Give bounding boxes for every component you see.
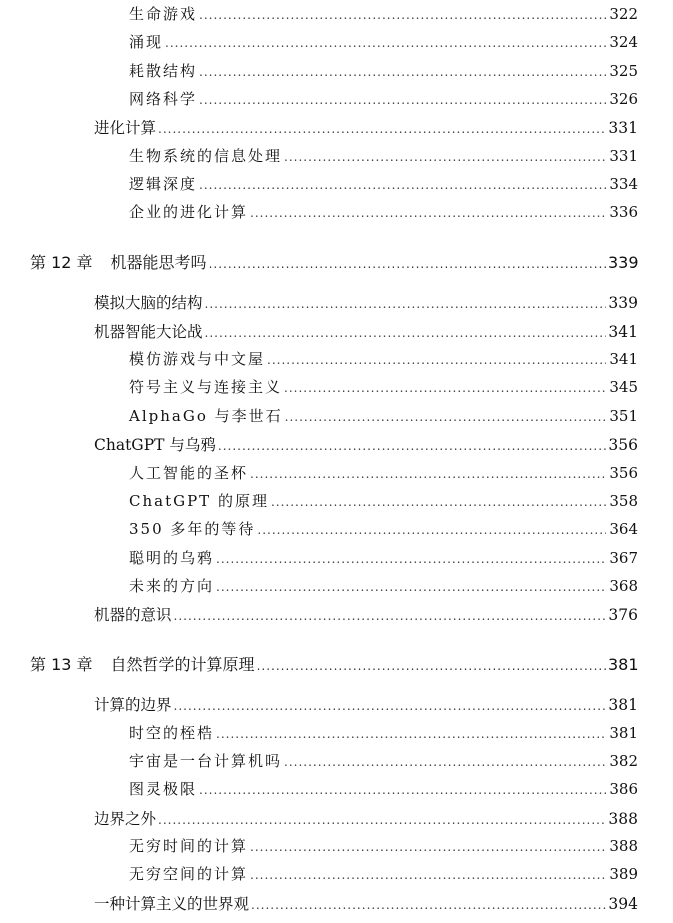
entry-title: 一种计算主义的世界观 [94, 895, 250, 913]
page-number: 389 [609, 865, 638, 883]
entry-title: 进化计算 [94, 119, 157, 137]
dot-leader [250, 868, 606, 882]
entry-title: 逻辑深度 [129, 175, 198, 193]
dot-leader [199, 65, 606, 79]
toc-entry[interactable] [0, 778, 673, 806]
entry-title: 涌现 [129, 33, 164, 51]
dot-leader [285, 410, 606, 424]
entry-title: 自然哲学的计算原理 [110, 655, 255, 674]
toc-entry[interactable] [0, 116, 673, 144]
page-number: 336 [609, 203, 638, 221]
page-number: 331 [609, 147, 638, 165]
toc-entry[interactable] [0, 60, 673, 88]
dot-leader [199, 178, 606, 192]
page-number: 322 [609, 5, 638, 23]
dot-leader [284, 150, 606, 164]
dot-leader [271, 495, 606, 509]
page-number: 367 [609, 549, 638, 567]
page-number: 381 [608, 696, 638, 714]
dot-leader [199, 8, 606, 22]
toc-entry[interactable] [0, 807, 673, 835]
chapter-number: 第 13 章 [30, 655, 93, 674]
toc-entry[interactable] [0, 433, 673, 461]
page-number: 388 [608, 810, 638, 828]
toc-entry[interactable] [0, 320, 673, 348]
toc-entry[interactable] [0, 547, 673, 575]
dot-leader [205, 326, 606, 340]
page-number: 325 [609, 62, 638, 80]
page-number: 364 [609, 520, 638, 538]
entry-title: AlphaGo 与李世石 [129, 407, 283, 425]
entry-title: 机器智能大论战 [94, 323, 203, 341]
dot-leader [174, 699, 606, 713]
entry-title: 边界之外 [94, 810, 157, 828]
page-number: 386 [609, 780, 638, 798]
page-number: 334 [609, 175, 638, 193]
page-number: 341 [609, 350, 638, 368]
toc-chapter-entry[interactable] [0, 652, 673, 680]
entry-title: 生命游戏 [129, 5, 198, 23]
entry-title: 人工智能的圣杯 [129, 464, 249, 482]
entry-title: 无穷时间的计算 [129, 837, 249, 855]
toc-entry[interactable] [0, 201, 673, 229]
page-number: 381 [608, 655, 639, 674]
entry-title: 企业的进化计算 [129, 203, 249, 221]
dot-leader [216, 580, 606, 594]
page-number: 345 [609, 378, 638, 396]
dot-leader [257, 523, 606, 537]
page-number: 324 [609, 33, 638, 51]
entry-title: 350 多年的等待 [129, 520, 256, 538]
toc-entry[interactable] [0, 405, 673, 433]
page-number: 368 [609, 577, 638, 595]
page-number: 358 [609, 492, 638, 510]
toc-entry[interactable] [0, 3, 673, 31]
toc-entry[interactable] [0, 490, 673, 518]
entry-title: ChatGPT 与乌鸦 [94, 436, 216, 454]
page-number: 351 [609, 407, 638, 425]
toc-entry[interactable] [0, 693, 673, 721]
dot-leader [216, 552, 606, 566]
page-number: 339 [608, 253, 639, 272]
entry-title: 符号主义与连接主义 [129, 378, 283, 396]
entry-title: 未来的方向 [129, 577, 215, 595]
dot-leader [158, 813, 606, 827]
dot-leader [205, 297, 606, 311]
toc-entry[interactable] [0, 750, 673, 778]
toc-entry[interactable] [0, 173, 673, 201]
page-number: 331 [608, 119, 638, 137]
entry-title: 宇宙是一台计算机吗 [129, 752, 283, 770]
entry-title: 生物系统的信息处理 [129, 147, 283, 165]
dot-leader [284, 381, 606, 395]
page-number: 382 [609, 752, 638, 770]
page-number: 326 [609, 90, 638, 108]
chapter-number: 第 12 章 [30, 253, 93, 272]
dot-leader [165, 36, 606, 50]
toc-entry[interactable] [0, 31, 673, 59]
entry-title: 图灵极限 [129, 780, 198, 798]
entry-title: 耗散结构 [129, 62, 198, 80]
toc-entry[interactable] [0, 722, 673, 750]
entry-title: 机器的意识 [94, 606, 172, 624]
entry-title: 模拟大脑的结构 [94, 294, 203, 312]
page-number: 381 [609, 724, 638, 742]
toc-entry[interactable] [0, 291, 673, 319]
dot-leader [209, 257, 606, 271]
entry-title: ChatGPT 的原理 [129, 492, 269, 510]
toc-entry[interactable] [0, 835, 673, 863]
toc-entry[interactable] [0, 348, 673, 376]
entry-title: 计算的边界 [94, 696, 172, 714]
dot-leader [216, 727, 606, 741]
dot-leader [218, 439, 606, 453]
toc-chapter-entry[interactable] [0, 250, 673, 278]
entry-title: 网络科学 [129, 90, 198, 108]
toc-entry[interactable] [0, 575, 673, 603]
dot-leader [257, 659, 606, 673]
dot-leader [158, 122, 606, 136]
toc-entry[interactable] [0, 376, 673, 404]
page-number: 341 [608, 323, 638, 341]
dot-leader [251, 898, 606, 912]
page-number: 356 [608, 436, 638, 454]
dot-leader [174, 609, 606, 623]
toc-entry[interactable] [0, 462, 673, 490]
toc-entry[interactable] [0, 603, 673, 631]
dot-leader [199, 93, 606, 107]
dot-leader [199, 783, 606, 797]
page-number: 356 [609, 464, 638, 482]
dot-leader [250, 206, 606, 220]
toc-entry[interactable] [0, 145, 673, 173]
toc-entry[interactable] [0, 892, 673, 920]
toc-entry[interactable] [0, 518, 673, 546]
toc-entry[interactable] [0, 88, 673, 116]
toc-entry[interactable] [0, 863, 673, 891]
page-number: 376 [608, 606, 638, 624]
dot-leader [267, 353, 606, 367]
entry-title: 无穷空间的计算 [129, 865, 249, 883]
page-number: 339 [608, 294, 638, 312]
dot-leader [250, 467, 606, 481]
entry-title: 模仿游戏与中文屋 [129, 350, 266, 368]
entry-title: 机器能思考吗 [110, 253, 207, 272]
dot-leader [284, 755, 606, 769]
dot-leader [250, 840, 606, 854]
page-number: 394 [608, 895, 638, 913]
page-number: 388 [609, 837, 638, 855]
entry-title: 时空的桎梏 [129, 724, 215, 742]
entry-title: 聪明的乌鸦 [129, 549, 215, 567]
